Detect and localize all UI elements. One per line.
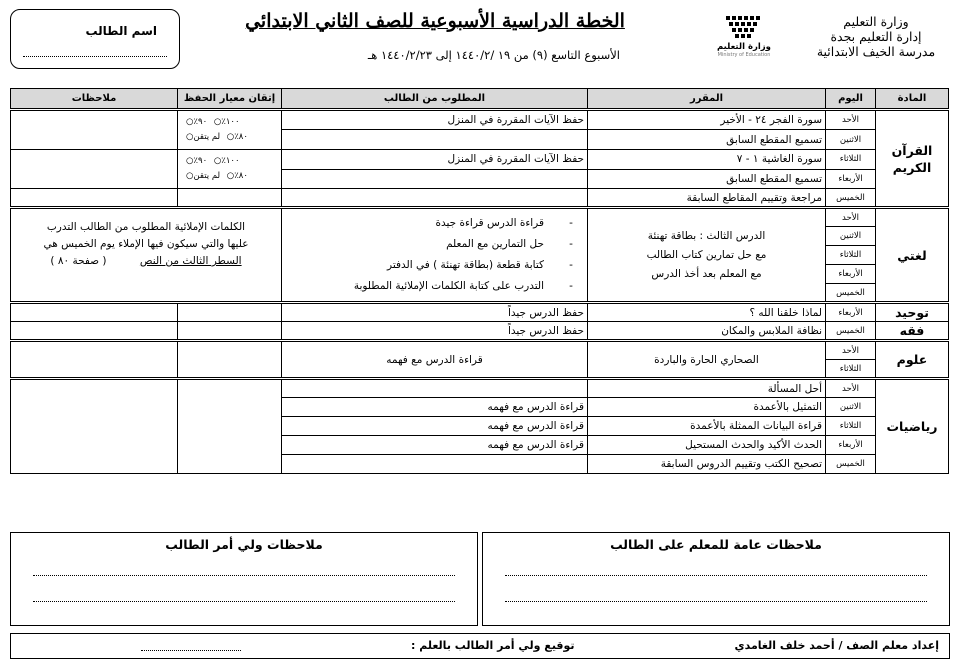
required-cell: حفظ الدرس جيداً	[282, 322, 588, 341]
required-cell	[282, 169, 588, 189]
teacher-notes-line[interactable]	[505, 575, 927, 576]
course-cell: لماذا خلقنا الله ؟	[588, 303, 826, 322]
logo-text: وزارة التعليم	[717, 42, 771, 52]
table-row	[11, 150, 949, 170]
table-row	[11, 341, 949, 360]
subject-fiqh: فقه	[876, 322, 949, 341]
mastery-options[interactable]: ١٠٠٪○ ٩٠٪○ ٨٠٪○ لم يتقن○	[178, 110, 282, 150]
required-cell: قراءة الدرس مع فهمه	[282, 436, 588, 455]
mastery-90: ٩٠٪	[193, 156, 208, 166]
list-item: - التدرب على كتابة الكلمات الإملائية المطلوبة	[285, 276, 580, 297]
subject-math: رياضيات	[876, 379, 949, 474]
lughati-required	[282, 208, 588, 303]
col-required: المطلوب من الطالب	[282, 89, 588, 110]
subject-uloom: علوم	[876, 341, 949, 379]
mastery-80: ٨٠٪	[234, 132, 248, 142]
table-row	[11, 379, 949, 398]
parent-notes-line[interactable]	[33, 575, 455, 576]
course-cell: نظافة الملابس والمكان	[588, 322, 826, 341]
course-cell: أحل المسألة	[588, 379, 826, 398]
table-row	[11, 110, 949, 130]
required-cell	[282, 189, 588, 208]
logo-text-en: Ministry of Education	[717, 52, 771, 58]
list-item: - قراءة الدرس قراءة جيدة	[285, 213, 580, 234]
prepared-by: إعداد معلم الصف / أحمد خلف الغامدي	[734, 639, 939, 652]
course-cell: قراءة البيانات الممثلة بالأعمدة	[588, 417, 826, 436]
day-cell: الخميس	[826, 189, 876, 208]
course-cell: تصحيح الكتب وتقييم الدروس السابقة	[588, 455, 826, 474]
day-cell: الأحد	[826, 341, 876, 360]
course-cell: الحدث الأكيد والحدث المستحيل	[588, 436, 826, 455]
day-cell: الخميس	[826, 284, 876, 303]
day-cell: الأربعاء	[826, 169, 876, 189]
day-cell: الأحد	[826, 110, 876, 130]
subject-lughati: لغتي	[876, 208, 949, 303]
col-mastery: إتقان معيار الحفظ	[178, 89, 282, 110]
mastery-options[interactable]: ١٠٠٪○ ٩٠٪○ ٨٠٪○ لم يتقن○	[178, 150, 282, 189]
course-cell: التمثيل بالأعمدة	[588, 398, 826, 417]
course-cell: الصحاري الحارة والباردة	[588, 341, 826, 379]
required-cell: قراءة الدرس مع فهمه	[282, 398, 588, 417]
mastery-100: ١٠٠٪	[221, 117, 240, 127]
col-subject: المادة	[876, 89, 949, 110]
lughati-course	[588, 208, 826, 303]
day-cell: الأربعاء	[826, 436, 876, 455]
course-cell: تسميع المقطع السابق	[588, 169, 826, 189]
required-cell: حفظ الدرس جيداً	[282, 303, 588, 322]
mastery-80: ٨٠٪	[234, 171, 248, 181]
course-cell: مراجعة وتقييم المقاطع السابقة	[588, 189, 826, 208]
week-range: الأسبوع التاسع (٩) من ١٩ /١٤٤٠/٢ إلى ١٤٤٠/٢/٢٣ هـ	[367, 48, 620, 62]
teacher-notes-title: ملاحظات عامة للمعلم على الطالب	[610, 537, 822, 552]
required-cell	[282, 455, 588, 474]
list-item: - كتابة قطعة (بطاقة تهنئة ) في الدفتر	[285, 255, 580, 276]
mastery-cell[interactable]	[178, 189, 282, 208]
subject-quran: القرآن الكريم	[876, 110, 949, 208]
required-cell	[282, 379, 588, 398]
mastery-100: ١٠٠٪	[221, 156, 240, 166]
table-row	[11, 208, 949, 227]
required-cell: حفظ الآيات المقررة في المنزل	[282, 150, 588, 170]
plan-table	[10, 88, 949, 474]
ministry-logo	[712, 14, 776, 64]
student-name-label: اسم الطالب	[85, 24, 157, 38]
mastery-cell[interactable]	[178, 303, 282, 322]
day-cell: الثلاثاء	[826, 246, 876, 265]
day-cell: الثلاثاء	[826, 417, 876, 436]
parent-notes-title: ملاحظات ولي أمر الطالب	[165, 537, 323, 552]
student-name-box[interactable]	[10, 9, 180, 69]
lughati-note-underlined: السطر الثالث من النص	[139, 255, 242, 267]
day-cell: الأربعاء	[826, 303, 876, 322]
course-cell: تسميع المقطع السابق	[588, 130, 826, 150]
course-cell: سورة الغاشية ١ - ٧	[588, 150, 826, 170]
day-cell: الخميس	[826, 322, 876, 341]
list-item: - حل التمارين مع المعلم	[285, 234, 580, 255]
mastery-90: ٩٠٪	[193, 117, 208, 127]
teacher-notes-box[interactable]	[482, 532, 950, 626]
col-notes: ملاحظات	[11, 89, 178, 110]
parent-signature-line[interactable]	[141, 650, 241, 651]
day-cell: الاثنين	[826, 130, 876, 150]
lughati-note-line: عليها والتي سيكون فيها الإملاء يوم الخميس هي	[43, 238, 249, 250]
day-cell: الخميس	[826, 455, 876, 474]
lughati-course-line: مع المعلم بعد أخذ الدرس	[651, 267, 762, 280]
lughati-notes	[11, 208, 282, 303]
school-name: مدرسة الخيف الابتدائية	[816, 44, 936, 59]
parent-notes-box[interactable]	[10, 532, 478, 626]
mastery-cell[interactable]	[178, 322, 282, 341]
lughati-note-page: ( صفحة ٨٠ )	[50, 255, 107, 267]
notes-cell[interactable]	[11, 341, 178, 379]
required-cell: قراءة الدرس مع فهمه	[282, 341, 588, 379]
notes-cell[interactable]	[11, 150, 178, 189]
day-cell: الاثنين	[826, 398, 876, 417]
course-cell: سورة الفجر ٢٤ - الأخير	[588, 110, 826, 130]
day-cell: الثلاثاء	[826, 360, 876, 379]
day-cell: الأربعاء	[826, 265, 876, 284]
mastery-none: لم يتقن	[193, 132, 221, 142]
table-header-row	[11, 89, 949, 110]
administration-name: إدارة التعليم بجدة	[830, 29, 922, 44]
lughati-course-line: مع حل تمارين كتاب الطالب	[646, 248, 767, 261]
col-day: اليوم	[826, 89, 876, 110]
day-cell: الأحد	[826, 208, 876, 227]
day-cell: الأحد	[826, 379, 876, 398]
student-name-line[interactable]	[23, 56, 167, 57]
page-title: الخطة الدراسية الأسبوعية للصف الثاني الابتدائي	[245, 10, 625, 32]
parent-notes-line[interactable]	[33, 601, 455, 602]
notes-cell[interactable]	[11, 322, 178, 341]
required-cell	[282, 130, 588, 150]
notes-cell[interactable]	[11, 189, 178, 208]
subject-tawheed: توحيد	[876, 303, 949, 322]
parent-signature-label: توقيع ولي أمر الطالب بالعلم :	[411, 639, 575, 652]
table-row	[11, 303, 949, 322]
required-cell: قراءة الدرس مع فهمه	[282, 417, 588, 436]
footer	[10, 633, 950, 659]
table-row	[11, 189, 949, 208]
day-cell: الثلاثاء	[826, 150, 876, 170]
day-cell: الاثنين	[826, 227, 876, 246]
mastery-cell[interactable]	[178, 341, 282, 379]
table-row	[11, 322, 949, 341]
lughati-note-line: الكلمات الإملائية المطلوب من الطالب التدرب	[46, 221, 246, 233]
notes-cell[interactable]	[11, 110, 178, 150]
notes-cell[interactable]	[11, 379, 178, 474]
ministry-name: وزارة التعليم	[843, 14, 909, 29]
lughati-course-line: الدرس الثالث : بطاقة تهنئة	[647, 229, 766, 242]
ministry-header	[801, 14, 951, 59]
notes-cell[interactable]	[11, 303, 178, 322]
mastery-cell[interactable]	[178, 379, 282, 474]
mastery-none: لم يتقن	[193, 171, 221, 181]
teacher-notes-line[interactable]	[505, 601, 927, 602]
ministry-logo-icon	[724, 14, 764, 42]
col-course: المقرر	[588, 89, 826, 110]
required-cell: حفظ الآيات المقررة في المنزل	[282, 110, 588, 130]
